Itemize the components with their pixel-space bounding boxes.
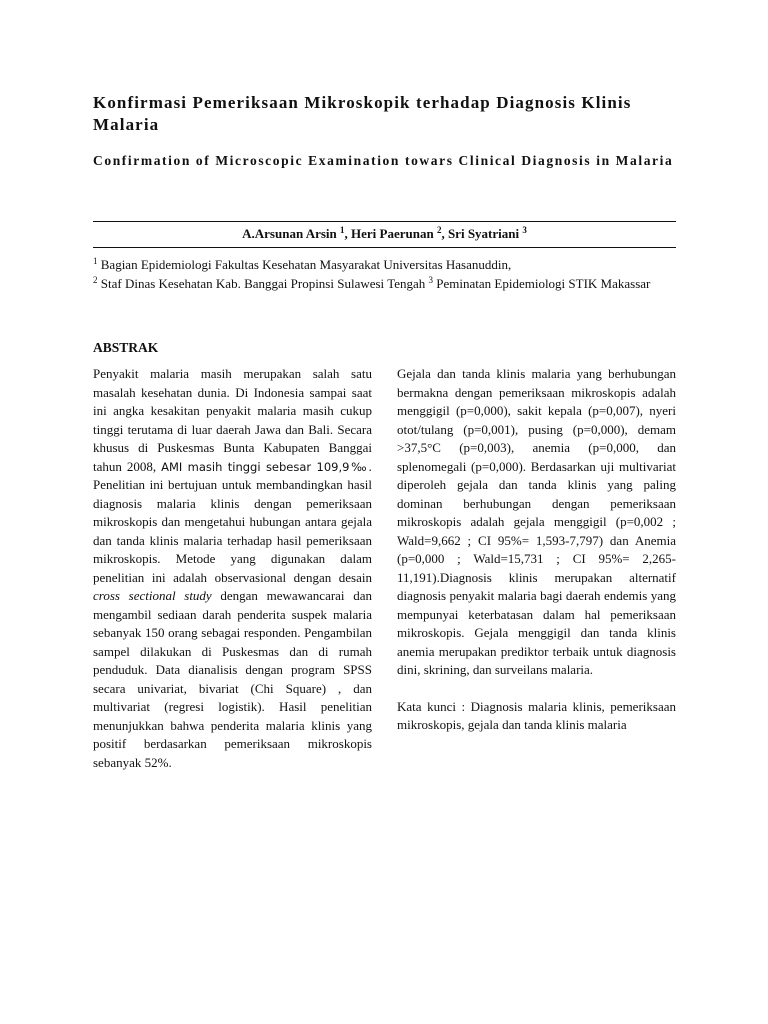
affiliation-1 bbox=[93, 256, 693, 275]
author-2-affiliation-mark: 2 bbox=[436, 225, 442, 235]
author-2-name: , Heri Paerunan bbox=[344, 226, 434, 241]
abstract-text-part-4: dengan mewawancarai dan mengambil sediaan darah penderita suspek malaria sebanyak 150 orang sebagai responden. Pengambilan sampel dilakukan di Puskesmas dan di rumah penduduk. Data dianalisis dengan program SPSS secara univariat, bivariat (Chi Square) , dan multivariat (regresi logistik). Hasil penelitian menunjukkan bahwa penderita malaria klinis yang positif berdasarkan pemeriksaan mikroskopis sebanyak 52%. bbox=[93, 588, 372, 770]
abstract-text-ami-statement: AMI masih tinggi sebesar 109,9‰. bbox=[161, 459, 372, 474]
affiliations bbox=[93, 256, 693, 293]
abstract-paragraph-2: Gejala dan tanda klinis malaria yang berhubungan bermakna dengan pemeriksaan mikroskopis adalah menggigil (p=0,000), sakit kepala (p=0,007), nyeri otot/tulang (p=0,001), pusing (p=0,000), demam >37,5°C (p=0,003), anemia (p=0,000, dan splenomegali (p=0,000). Berdasarkan uji multivariat diperoleh gejala dan tanda klinis yang paling dominan berhubungan dengan pemeriksaan mikroskopis adalah gejala menggigil (p=0,002 ; Wald=9,662 ; CI 95%= 1,593-7,797) dan Anemia (p=0,000 ; Wald=15,731 ; CI 95%= 2,265-11,191).Diagnosis klinis merupakan alternatif diagnosis penyakit malaria bagi daerah endemis yang mempunyai keterbatasan dalam hal pemeriksaan mikroskopis. Gejala menggigil dan tanda klinis anemia merupakan prediktor terbaik untuk diagnosis dini, skrining, dan surveilans malaria. bbox=[397, 366, 676, 677]
abstract-text-study-design: cross sectional study bbox=[93, 588, 212, 603]
paper-subtitle-english: Confirmation of Microscopic Examination towars Clinical Diagnosis in Malaria bbox=[93, 153, 674, 168]
affiliation-1-text: Bagian Epidemiologi Fakultas Kesehatan Masyarakat Universitas Hasanuddin, bbox=[97, 257, 512, 272]
author-3-name: , Sri Syatriani bbox=[441, 226, 520, 241]
keywords: Kata kunci : Diagnosis malaria klinis, pemeriksaan mikroskopis, gejala dan tanda klinis malaria bbox=[397, 698, 676, 732]
abstract-column-right bbox=[397, 365, 676, 735]
abstract-heading: ABSTRAK bbox=[93, 340, 159, 355]
affiliation-2-3 bbox=[93, 275, 693, 294]
affiliation-3-text: Peminatan Epidemiologi STIK Makassar bbox=[433, 275, 651, 291]
affiliation-3-mark: 3 bbox=[428, 274, 434, 285]
abstract-paragraph-1 bbox=[93, 365, 372, 772]
affiliation-2-mark: 2 bbox=[93, 274, 98, 285]
bottom-divider bbox=[93, 247, 676, 248]
affiliation-2-text: Staf Dinas Kesehatan Kab. Banggai Propinsi Sulawesi Tengah bbox=[97, 275, 429, 291]
affiliation-1-mark: 1 bbox=[93, 256, 98, 266]
abstract-text-part-3: Penelitian ini bertujuan untuk membandingkan hasil diagnosis malaria klinis dengan pemeriksaan mikroskopis dan mengetahui hubungan antara gejala dan tanda klinis malaria terhadap hasil pemeriksaan mikroskopis. Metode yang digunakan dalam penelitian ini adalah observasional dengan desain bbox=[93, 477, 372, 585]
abstract-column-left bbox=[93, 365, 372, 772]
abstract-text-part-1: Penyakit malaria masih merupakan salah satu masalah kesehatan dunia. Di Indonesia sampai saat ini angka kesakitan penyakit malaria masih cukup tinggi terutama di luar daerah Jawa dan Bali. Secara khusus di Puskesmas Bunta Kabupaten Banggai tahun 2008, bbox=[93, 366, 372, 474]
author-1-affiliation-mark: 1 bbox=[340, 225, 345, 235]
author-3-affiliation-mark: 3 bbox=[522, 225, 527, 235]
author-line bbox=[93, 222, 676, 246]
author-1-name: A.Arsunan Arsin bbox=[242, 226, 337, 241]
paper-title: Konfirmasi Pemeriksaan Mikroskopik terhadap Diagnosis Klinis Malaria bbox=[93, 93, 632, 134]
